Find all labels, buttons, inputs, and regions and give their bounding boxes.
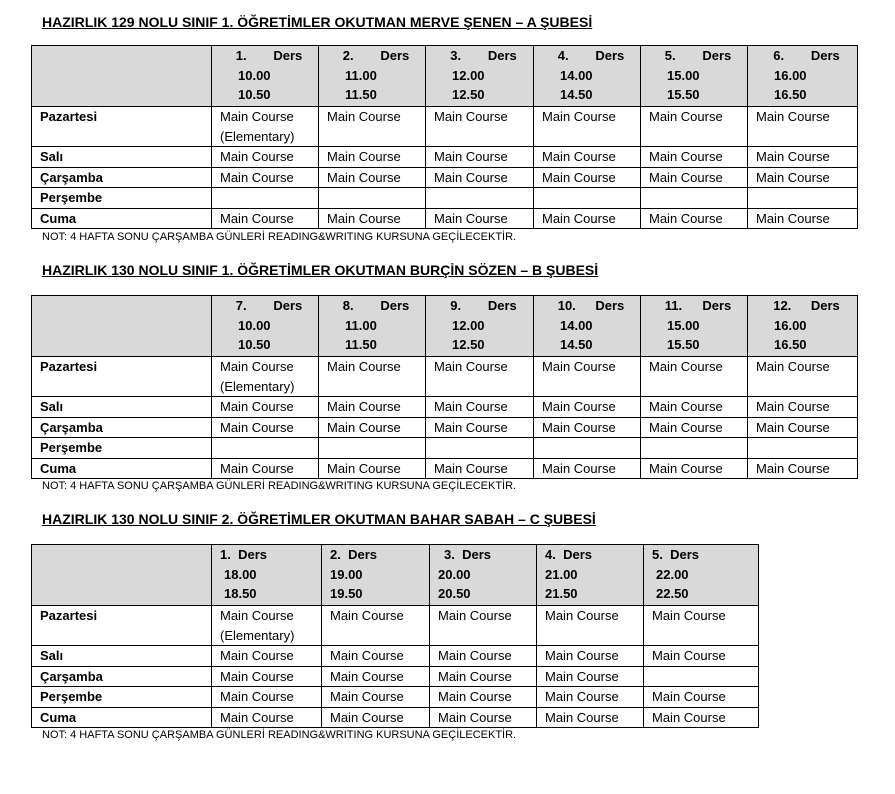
header-lesson: 7. Ders 10.00 10.50 — [212, 296, 319, 357]
schedule-cell: Main Course — [430, 646, 537, 667]
schedule-cell: Main Course — [212, 687, 322, 708]
day-label: Çarşamba — [32, 167, 212, 188]
schedule-cell: Main Course — [644, 646, 759, 667]
schedule-cell: Main Course — [641, 397, 748, 418]
schedule-cell: Main Course — [319, 147, 426, 168]
schedule-cell — [426, 188, 534, 209]
schedule-cell: Main Course — [212, 208, 319, 229]
table-row — [32, 417, 858, 438]
schedule-cell: Main Course — [212, 147, 319, 168]
table-row — [32, 458, 858, 479]
schedule-cell: Main Course — [322, 707, 430, 728]
day-label: Perşembe — [32, 687, 212, 708]
schedule-cell: Main Course — [319, 208, 426, 229]
schedule-cell: Main Course — [212, 397, 319, 418]
day-label: Perşembe — [32, 438, 212, 459]
schedule-cell — [212, 188, 319, 209]
day-label: Cuma — [32, 458, 212, 479]
schedule-cell: Main Course — [319, 458, 426, 479]
schedule-cell: Main Course — [534, 357, 641, 397]
day-label: Salı — [32, 646, 212, 667]
schedule-cell: Main Course — [641, 417, 748, 438]
section-c-note: NOT: 4 HAFTA SONU ÇARŞAMBA GÜNLERİ READING&WRITING KURSUNA GEÇİLECEKTİR. — [42, 729, 517, 741]
schedule-cell: Main Course (Elementary) — [212, 107, 319, 147]
schedule-cell — [534, 438, 641, 459]
table-row — [32, 167, 858, 188]
schedule-cell: Main Course — [430, 687, 537, 708]
header-lesson: 5. Ders 22.00 22.50 — [644, 545, 759, 606]
schedule-cell: Main Course — [537, 707, 644, 728]
day-label: Çarşamba — [32, 417, 212, 438]
schedule-cell: Main Course — [212, 666, 322, 687]
schedule-cell: Main Course — [322, 606, 430, 646]
schedule-cell: Main Course — [748, 357, 858, 397]
header-corner — [32, 545, 212, 606]
header-lesson: 4. Ders 21.00 21.50 — [537, 545, 644, 606]
schedule-cell — [426, 438, 534, 459]
table-row — [32, 606, 759, 646]
schedule-cell: Main Course — [534, 167, 641, 188]
day-label: Pazartesi — [32, 357, 212, 397]
day-label: Cuma — [32, 208, 212, 229]
day-label: Çarşamba — [32, 666, 212, 687]
schedule-cell: Main Course — [748, 417, 858, 438]
schedule-cell: Main Course — [641, 147, 748, 168]
schedule-cell — [534, 188, 641, 209]
schedule-cell: Main Course — [430, 707, 537, 728]
schedule-cell: Main Course — [426, 397, 534, 418]
schedule-cell — [644, 666, 759, 687]
schedule-cell: Main Course — [537, 606, 644, 646]
schedule-cell — [319, 438, 426, 459]
schedule-cell: Main Course — [748, 397, 858, 418]
table-row — [32, 438, 858, 459]
section-a-note: NOT: 4 HAFTA SONU ÇARŞAMBA GÜNLERİ READING&WRITING KURSUNA GEÇİLECEKTİR. — [42, 231, 517, 243]
header-corner — [32, 46, 212, 107]
section-c-schedule-table — [31, 544, 759, 728]
section-a-schedule-table — [31, 45, 858, 229]
schedule-cell: Main Course — [322, 646, 430, 667]
table-row — [32, 208, 858, 229]
schedule-cell: Main Course — [537, 646, 644, 667]
schedule-cell: Main Course — [534, 417, 641, 438]
schedule-cell: Main Course — [748, 167, 858, 188]
schedule-cell: Main Course — [641, 458, 748, 479]
table-row — [32, 646, 759, 667]
header-lesson: 3. Ders 12.00 12.50 — [426, 46, 534, 107]
day-label: Pazartesi — [32, 107, 212, 147]
day-label: Perşembe — [32, 188, 212, 209]
header-lesson: 8. Ders 11.00 11.50 — [319, 296, 426, 357]
schedule-cell: Main Course — [426, 458, 534, 479]
schedule-cell: Main Course — [322, 687, 430, 708]
schedule-cell — [641, 438, 748, 459]
header-lesson: 5. Ders 15.00 15.50 — [641, 46, 748, 107]
schedule-cell: Main Course — [319, 397, 426, 418]
header-lesson: 10. Ders 14.00 14.50 — [534, 296, 641, 357]
header-row — [32, 46, 858, 107]
schedule-cell: Main Course — [644, 687, 759, 708]
schedule-cell: Main Course — [748, 458, 858, 479]
schedule-cell: Main Course — [426, 417, 534, 438]
schedule-cell: Main Course — [212, 707, 322, 728]
schedule-cell: Main Course — [426, 357, 534, 397]
schedule-cell: Main Course — [319, 107, 426, 147]
table-row — [32, 107, 858, 147]
schedule-cell: Main Course — [534, 107, 641, 147]
schedule-cell: Main Course — [641, 107, 748, 147]
schedule-cell: Main Course — [212, 417, 319, 438]
day-label: Salı — [32, 397, 212, 418]
table-row — [32, 357, 858, 397]
schedule-cell: Main Course — [426, 167, 534, 188]
schedule-cell — [641, 188, 748, 209]
schedule-cell: Main Course — [534, 397, 641, 418]
section-a-title: HAZIRLIK 129 NOLU SINIF 1. ÖĞRETİMLER OKUTMAN MERVE ŞENEN – A ŞUBESİ — [42, 14, 593, 30]
day-label: Cuma — [32, 707, 212, 728]
schedule-cell: Main Course — [319, 167, 426, 188]
schedule-cell: Main Course — [748, 147, 858, 168]
header-lesson: 2. Ders 19.00 19.50 — [322, 545, 430, 606]
schedule-cell: Main Course — [212, 458, 319, 479]
schedule-cell: Main Course — [748, 208, 858, 229]
schedule-cell: Main Course — [641, 357, 748, 397]
schedule-cell: Main Course (Elementary) — [212, 357, 319, 397]
header-lesson: 12. Ders 16.00 16.50 — [748, 296, 858, 357]
schedule-cell — [212, 438, 319, 459]
section-b-note: NOT: 4 HAFTA SONU ÇARŞAMBA GÜNLERİ READING&WRITING KURSUNA GEÇİLECEKTİR. — [42, 480, 517, 492]
section-b-schedule-table — [31, 295, 858, 479]
schedule-cell: Main Course — [641, 208, 748, 229]
day-label: Salı — [32, 147, 212, 168]
schedule-cell: Main Course — [644, 606, 759, 646]
header-lesson: 3. Ders 20.00 20.50 — [430, 545, 537, 606]
schedule-cell: Main Course — [426, 208, 534, 229]
table-row — [32, 666, 759, 687]
schedule-cell: Main Course — [212, 167, 319, 188]
table-row — [32, 188, 858, 209]
schedule-cell: Main Course — [534, 147, 641, 168]
schedule-cell: Main Course — [426, 107, 534, 147]
schedule-cell — [748, 188, 858, 209]
schedule-cell: Main Course — [430, 606, 537, 646]
header-row — [32, 545, 759, 606]
schedule-cell: Main Course — [641, 167, 748, 188]
table-row — [32, 397, 858, 418]
header-lesson: 11. Ders 15.00 15.50 — [641, 296, 748, 357]
header-lesson: 2. Ders 11.00 11.50 — [319, 46, 426, 107]
section-c-title: HAZIRLIK 130 NOLU SINIF 2. ÖĞRETİMLER OKUTMAN BAHAR SABAH – C ŞUBESİ — [42, 511, 596, 527]
schedule-cell: Main Course — [426, 147, 534, 168]
header-lesson: 4. Ders 14.00 14.50 — [534, 46, 641, 107]
header-lesson: 1. Ders 10.00 10.50 — [212, 46, 319, 107]
schedule-cell: Main Course — [537, 666, 644, 687]
header-lesson: 9. Ders 12.00 12.50 — [426, 296, 534, 357]
schedule-cell: Main Course — [430, 666, 537, 687]
header-lesson: 1. Ders 18.00 18.50 — [212, 545, 322, 606]
schedule-cell: Main Course — [537, 687, 644, 708]
schedule-cell: Main Course — [644, 707, 759, 728]
schedule-cell — [748, 438, 858, 459]
schedule-cell: Main Course — [748, 107, 858, 147]
table-row — [32, 687, 759, 708]
schedule-cell — [319, 188, 426, 209]
table-row — [32, 707, 759, 728]
day-label: Pazartesi — [32, 606, 212, 646]
section-b-title: HAZIRLIK 130 NOLU SINIF 1. ÖĞRETİMLER OKUTMAN BURÇİN SÖZEN – B ŞUBESİ — [42, 262, 599, 278]
table-row — [32, 147, 858, 168]
schedule-cell: Main Course — [322, 666, 430, 687]
schedule-cell: Main Course — [212, 646, 322, 667]
schedule-cell: Main Course (Elementary) — [212, 606, 322, 646]
schedule-cell: Main Course — [319, 357, 426, 397]
schedule-cell: Main Course — [534, 458, 641, 479]
header-lesson: 6. Ders 16.00 16.50 — [748, 46, 858, 107]
schedule-cell: Main Course — [319, 417, 426, 438]
header-row — [32, 296, 858, 357]
schedule-cell: Main Course — [534, 208, 641, 229]
header-corner — [32, 296, 212, 357]
